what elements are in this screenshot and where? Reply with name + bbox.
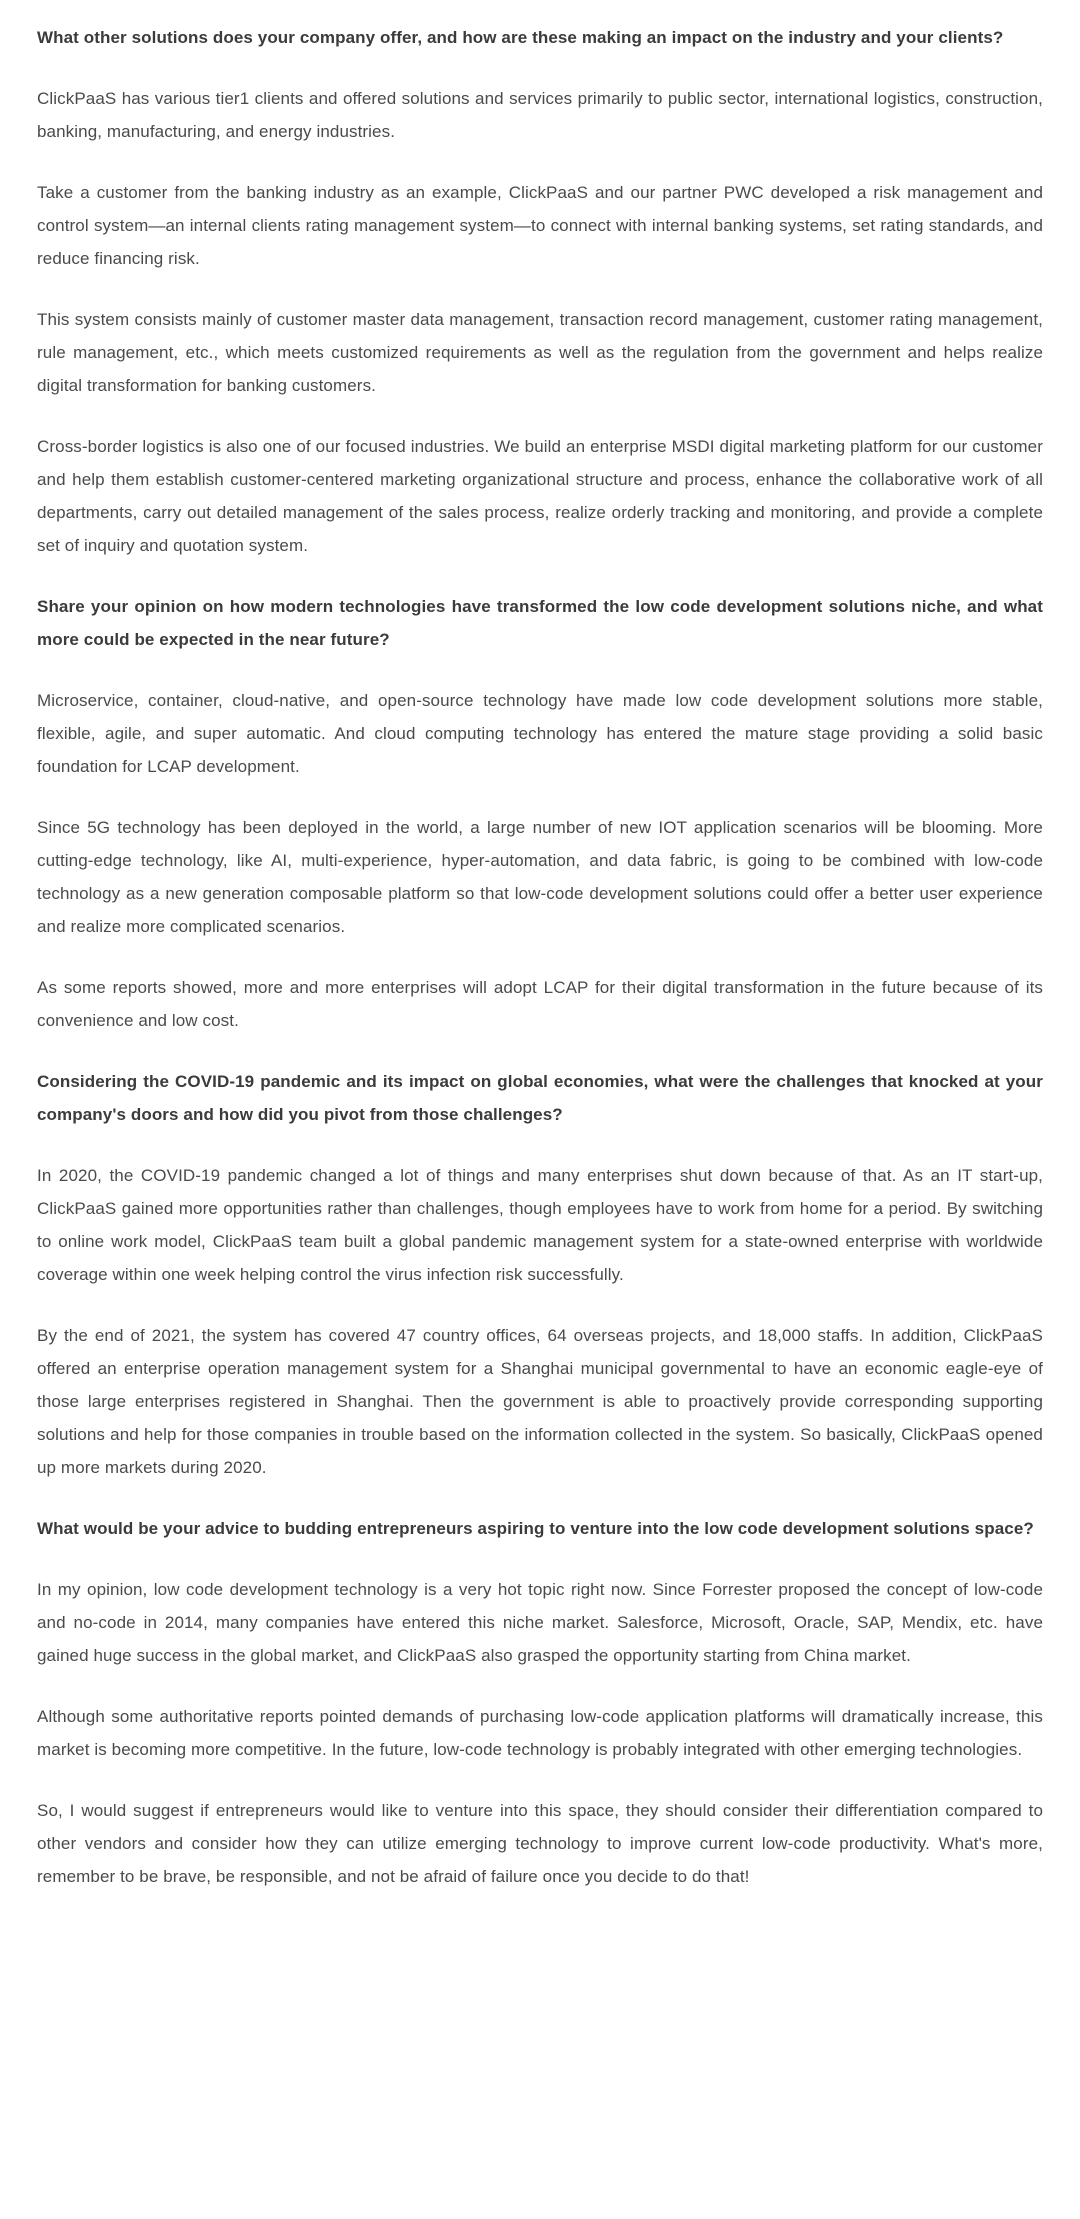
interview-question: What other solutions does your company offer, and how are these making an impact on the industry and your clients?: [37, 28, 1004, 47]
answer-paragraph: This system consists mainly of customer master data management, transaction record management, customer rating management, rule management, etc., which meets customized requirements as well as the regulation from the government and helps realize digital transformation for banking customers.: [37, 310, 1043, 395]
answer-paragraph: Cross-border logistics is also one of our focused industries. We build an enterprise MSDI digital marketing platform for our customer and help them establish customer-centered marketing organizational structure and process, enhance the collaborative work of all departments, carry out detailed management of the sales process, realize orderly tracking and monitoring, and provide a complete set of inquiry and quotation system.: [37, 437, 1043, 555]
article-body: [37, 21, 1043, 1893]
interview-question: What would be your advice to budding entrepreneurs aspiring to venture into the low code development solutions space?: [37, 1519, 1034, 1538]
answer-paragraph: ClickPaaS has various tier1 clients and offered solutions and services primarily to public sector, international logistics, construction, banking, manufacturing, and energy industries.: [37, 89, 1043, 141]
answer-paragraph: Take a customer from the banking industry as an example, ClickPaaS and our partner PWC developed a risk management and control system—an internal clients rating management system—to connect with internal banking systems, set rating standards, and reduce financing risk.: [37, 183, 1043, 268]
answer-paragraph: As some reports showed, more and more enterprises will adopt LCAP for their digital transformation in the future because of its convenience and low cost.: [37, 978, 1043, 1030]
answer-paragraph: So, I would suggest if entrepreneurs would like to venture into this space, they should consider their differentiation compared to other vendors and consider how they can utilize emerging technology to improve current low-code productivity. What's more, remember to be brave, be responsible, and not be afraid of failure once you decide to do that!: [37, 1801, 1043, 1886]
answer-paragraph: Although some authoritative reports pointed demands of purchasing low-code application platforms will dramatically increase, this market is becoming more competitive. In the future, low-code technology is probably integrated with other emerging technologies.: [37, 1707, 1043, 1759]
answer-paragraph: In 2020, the COVID-19 pandemic changed a lot of things and many enterprises shut down because of that. As an IT start-up, ClickPaaS gained more opportunities rather than challenges, though employees have to work from home for a period. By switching to online work model, ClickPaaS team built a global pandemic management system for a state-owned enterprise with worldwide coverage within one week helping control the virus infection risk successfully.: [37, 1166, 1043, 1284]
interview-question: Share your opinion on how modern technologies have transformed the low code development solutions niche, and what more could be expected in the near future?: [37, 597, 1043, 649]
answer-paragraph: By the end of 2021, the system has covered 47 country offices, 64 overseas projects, and 18,000 staffs. In addition, ClickPaaS offered an enterprise operation management system for a Shanghai municipal governmental to have an economic eagle-eye of those large enterprises registered in Shanghai. Then the government is able to proactively provide corresponding supporting solutions and help for those companies in trouble based on the information collected in the system. So basically, ClickPaaS opened up more markets during 2020.: [37, 1326, 1043, 1477]
interview-question: Considering the COVID-19 pandemic and its impact on global economies, what were the challenges that knocked at your company's doors and how did you pivot from those challenges?: [37, 1072, 1043, 1124]
answer-paragraph: Microservice, container, cloud-native, and open-source technology have made low code development solutions more stable, flexible, agile, and super automatic. And cloud computing technology has entered the mature stage providing a solid basic foundation for LCAP development.: [37, 691, 1043, 776]
answer-paragraph: Since 5G technology has been deployed in the world, a large number of new IOT application scenarios will be blooming. More cutting-edge technology, like AI, multi-experience, hyper-automation, and data fabric, is going to be combined with low-code technology as a new generation composable platform so that low-code development solutions could offer a better user experience and realize more complicated scenarios.: [37, 818, 1043, 936]
answer-paragraph: In my opinion, low code development technology is a very hot topic right now. Since Forrester proposed the concept of low-code and no-code in 2014, many companies have entered this niche market. Salesforce, Microsoft, Oracle, SAP, Mendix, etc. have gained huge success in the global market, and ClickPaaS also grasped the opportunity starting from China market.: [37, 1580, 1043, 1665]
